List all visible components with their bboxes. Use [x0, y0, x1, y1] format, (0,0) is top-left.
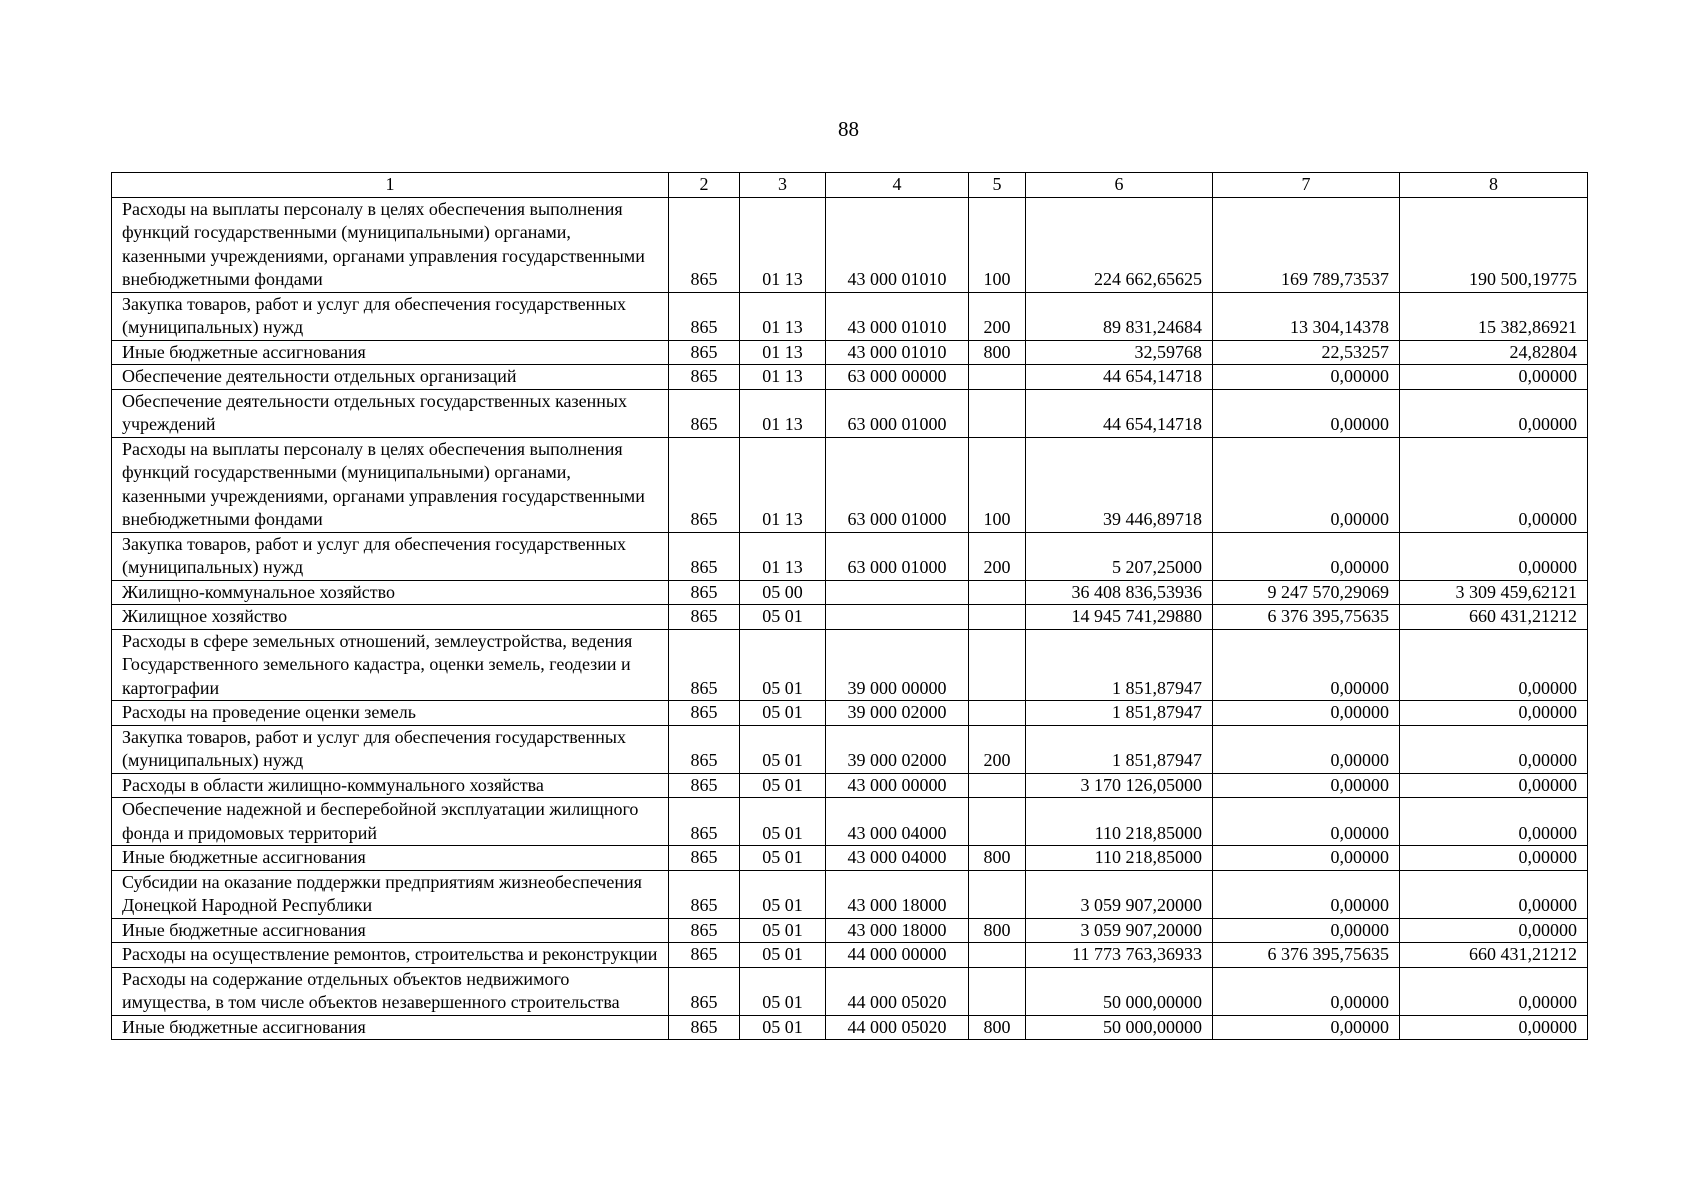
- table-row: [112, 701, 1588, 726]
- amount-col8-cell: 0,00000: [1400, 846, 1588, 871]
- department-code-cell: 865: [669, 943, 740, 968]
- amount-col6-cell: 36 408 836,53936: [1026, 580, 1213, 605]
- amount-col6-cell: 1 851,87947: [1026, 701, 1213, 726]
- expense-type-cell: [969, 389, 1026, 437]
- target-code-cell: 44 000 05020: [826, 1015, 969, 1040]
- section-code-cell: 01 13: [740, 197, 826, 292]
- header-row: [112, 173, 1588, 198]
- table-row: [112, 725, 1588, 773]
- amount-col8-cell: 0,00000: [1400, 918, 1588, 943]
- row-name-cell: Расходы на выплаты персоналу в целях обеспечения выполнения функций государственными (муниципальными) органами, казенными учреждениями, органами управления государственными внебюджетными фондами: [112, 197, 669, 292]
- target-code-cell: 39 000 00000: [826, 629, 969, 701]
- table-row: [112, 197, 1588, 292]
- amount-col7-cell: 0,00000: [1213, 967, 1400, 1015]
- table-row: [112, 773, 1588, 798]
- amount-col8-cell: 0,00000: [1400, 798, 1588, 846]
- table-row: [112, 967, 1588, 1015]
- amount-col7-cell: 0,00000: [1213, 773, 1400, 798]
- amount-col8-cell: 0,00000: [1400, 389, 1588, 437]
- amount-col7-cell: 6 376 395,75635: [1213, 943, 1400, 968]
- amount-col8-cell: 660 431,21212: [1400, 943, 1588, 968]
- amount-col6-cell: 110 218,85000: [1026, 798, 1213, 846]
- table-body: [112, 197, 1588, 1040]
- section-code-cell: 05 01: [740, 605, 826, 630]
- table-row: [112, 389, 1588, 437]
- table-row: [112, 1015, 1588, 1040]
- department-code-cell: 865: [669, 365, 740, 390]
- table-row: [112, 943, 1588, 968]
- target-code-cell: [826, 580, 969, 605]
- amount-col6-cell: 50 000,00000: [1026, 1015, 1213, 1040]
- row-name-cell: Жилищно-коммунальное хозяйство: [112, 580, 669, 605]
- target-code-cell: 43 000 01010: [826, 292, 969, 340]
- column-header: 3: [740, 173, 826, 198]
- expense-type-cell: [969, 870, 1026, 918]
- target-code-cell: 39 000 02000: [826, 701, 969, 726]
- amount-col8-cell: 15 382,86921: [1400, 292, 1588, 340]
- column-header: 8: [1400, 173, 1588, 198]
- amount-col7-cell: 13 304,14378: [1213, 292, 1400, 340]
- table-row: [112, 605, 1588, 630]
- amount-col6-cell: 224 662,65625: [1026, 197, 1213, 292]
- table-row: [112, 918, 1588, 943]
- row-name-cell: Закупка товаров, работ и услуг для обеспечения государственных (муниципальных) нужд: [112, 532, 669, 580]
- table-row: [112, 532, 1588, 580]
- target-code-cell: 43 000 18000: [826, 870, 969, 918]
- section-code-cell: 05 01: [740, 1015, 826, 1040]
- target-code-cell: 43 000 18000: [826, 918, 969, 943]
- row-name-cell: Иные бюджетные ассигнования: [112, 1015, 669, 1040]
- amount-col6-cell: 3 059 907,20000: [1026, 870, 1213, 918]
- amount-col7-cell: 0,00000: [1213, 798, 1400, 846]
- department-code-cell: 865: [669, 340, 740, 365]
- amount-col6-cell: 3 170 126,05000: [1026, 773, 1213, 798]
- expense-type-cell: 200: [969, 532, 1026, 580]
- row-name-cell: Субсидии на оказание поддержки предприятиям жизнеобеспечения Донецкой Народной Республики: [112, 870, 669, 918]
- target-code-cell: 43 000 04000: [826, 846, 969, 871]
- section-code-cell: 05 01: [740, 701, 826, 726]
- row-name-cell: Закупка товаров, работ и услуг для обеспечения государственных (муниципальных) нужд: [112, 292, 669, 340]
- amount-col8-cell: 0,00000: [1400, 629, 1588, 701]
- row-name-cell: Обеспечение надежной и бесперебойной эксплуатации жилищного фонда и придомовых территорий: [112, 798, 669, 846]
- amount-col6-cell: 44 654,14718: [1026, 365, 1213, 390]
- table-row: [112, 798, 1588, 846]
- target-code-cell: 63 000 01000: [826, 437, 969, 532]
- section-code-cell: 05 01: [740, 943, 826, 968]
- section-code-cell: 01 13: [740, 532, 826, 580]
- section-code-cell: 05 01: [740, 629, 826, 701]
- amount-col8-cell: 0,00000: [1400, 967, 1588, 1015]
- amount-col6-cell: 14 945 741,29880: [1026, 605, 1213, 630]
- section-code-cell: 05 01: [740, 846, 826, 871]
- section-code-cell: 05 01: [740, 870, 826, 918]
- section-code-cell: 01 13: [740, 340, 826, 365]
- expense-type-cell: 800: [969, 1015, 1026, 1040]
- amount-col8-cell: 0,00000: [1400, 532, 1588, 580]
- target-code-cell: 63 000 01000: [826, 532, 969, 580]
- amount-col7-cell: 0,00000: [1213, 365, 1400, 390]
- table-row: [112, 846, 1588, 871]
- page-number: 88: [838, 117, 859, 141]
- amount-col7-cell: 22,53257: [1213, 340, 1400, 365]
- amount-col7-cell: 0,00000: [1213, 846, 1400, 871]
- row-name-cell: Расходы на осуществление ремонтов, строительства и реконструкции: [112, 943, 669, 968]
- department-code-cell: 865: [669, 605, 740, 630]
- amount-col8-cell: 0,00000: [1400, 1015, 1588, 1040]
- amount-col7-cell: 0,00000: [1213, 725, 1400, 773]
- amount-col8-cell: 660 431,21212: [1400, 605, 1588, 630]
- department-code-cell: 865: [669, 701, 740, 726]
- row-name-cell: Обеспечение деятельности отдельных государственных казенных учреждений: [112, 389, 669, 437]
- table-row: [112, 629, 1588, 701]
- section-code-cell: 05 01: [740, 967, 826, 1015]
- budget-table: [111, 172, 1588, 1040]
- expense-type-cell: 800: [969, 918, 1026, 943]
- section-code-cell: 01 13: [740, 437, 826, 532]
- expense-type-cell: 100: [969, 437, 1026, 532]
- expense-type-cell: 200: [969, 292, 1026, 340]
- column-header: 4: [826, 173, 969, 198]
- section-code-cell: 05 01: [740, 918, 826, 943]
- target-code-cell: 43 000 04000: [826, 798, 969, 846]
- amount-col7-cell: 0,00000: [1213, 918, 1400, 943]
- department-code-cell: 865: [669, 870, 740, 918]
- section-code-cell: 01 13: [740, 365, 826, 390]
- target-code-cell: 43 000 00000: [826, 773, 969, 798]
- expense-type-cell: 100: [969, 197, 1026, 292]
- section-code-cell: 05 01: [740, 725, 826, 773]
- table-row: [112, 580, 1588, 605]
- amount-col7-cell: 0,00000: [1213, 532, 1400, 580]
- department-code-cell: 865: [669, 798, 740, 846]
- department-code-cell: 865: [669, 437, 740, 532]
- department-code-cell: 865: [669, 967, 740, 1015]
- row-name-cell: Иные бюджетные ассигнования: [112, 846, 669, 871]
- row-name-cell: Расходы в области жилищно-коммунального хозяйства: [112, 773, 669, 798]
- amount-col8-cell: 190 500,19775: [1400, 197, 1588, 292]
- amount-col7-cell: 0,00000: [1213, 701, 1400, 726]
- department-code-cell: 865: [669, 629, 740, 701]
- amount-col6-cell: 39 446,89718: [1026, 437, 1213, 532]
- expense-type-cell: [969, 943, 1026, 968]
- table-row: [112, 870, 1588, 918]
- department-code-cell: 865: [669, 197, 740, 292]
- expense-type-cell: [969, 580, 1026, 605]
- target-code-cell: 44 000 05020: [826, 967, 969, 1015]
- department-code-cell: 865: [669, 292, 740, 340]
- table-row: [112, 365, 1588, 390]
- target-code-cell: 43 000 01010: [826, 340, 969, 365]
- row-name-cell: Обеспечение деятельности отдельных организаций: [112, 365, 669, 390]
- target-code-cell: 44 000 00000: [826, 943, 969, 968]
- amount-col6-cell: 3 059 907,20000: [1026, 918, 1213, 943]
- amount-col8-cell: 0,00000: [1400, 365, 1588, 390]
- expense-type-cell: [969, 773, 1026, 798]
- expense-type-cell: [969, 967, 1026, 1015]
- amount-col7-cell: 9 247 570,29069: [1213, 580, 1400, 605]
- target-code-cell: 39 000 02000: [826, 725, 969, 773]
- expense-type-cell: [969, 629, 1026, 701]
- column-header: 7: [1213, 173, 1400, 198]
- amount-col6-cell: 89 831,24684: [1026, 292, 1213, 340]
- target-code-cell: [826, 605, 969, 630]
- amount-col8-cell: 0,00000: [1400, 870, 1588, 918]
- department-code-cell: 865: [669, 532, 740, 580]
- column-header: 6: [1026, 173, 1213, 198]
- row-name-cell: Расходы в сфере земельных отношений, землеустройства, ведения Государственного земельного кадастра, оценки земель, геодезии и картографии: [112, 629, 669, 701]
- row-name-cell: Жилищное хозяйство: [112, 605, 669, 630]
- amount-col7-cell: 0,00000: [1213, 389, 1400, 437]
- amount-col7-cell: 6 376 395,75635: [1213, 605, 1400, 630]
- row-name-cell: Иные бюджетные ассигнования: [112, 918, 669, 943]
- expense-type-cell: 800: [969, 846, 1026, 871]
- section-code-cell: 05 01: [740, 798, 826, 846]
- target-code-cell: 63 000 01000: [826, 389, 969, 437]
- department-code-cell: 865: [669, 1015, 740, 1040]
- amount-col8-cell: 24,82804: [1400, 340, 1588, 365]
- department-code-cell: 865: [669, 580, 740, 605]
- row-name-cell: Расходы на проведение оценки земель: [112, 701, 669, 726]
- expense-type-cell: 200: [969, 725, 1026, 773]
- amount-col7-cell: 0,00000: [1213, 1015, 1400, 1040]
- row-name-cell: Расходы на содержание отдельных объектов недвижимого имущества, в том числе объектов незавершенного строительства: [112, 967, 669, 1015]
- amount-col6-cell: 110 218,85000: [1026, 846, 1213, 871]
- table-row: [112, 292, 1588, 340]
- department-code-cell: 865: [669, 918, 740, 943]
- amount-col6-cell: 11 773 763,36933: [1026, 943, 1213, 968]
- expense-type-cell: 800: [969, 340, 1026, 365]
- section-code-cell: 01 13: [740, 292, 826, 340]
- table-row: [112, 340, 1588, 365]
- amount-col6-cell: 44 654,14718: [1026, 389, 1213, 437]
- amount-col7-cell: 0,00000: [1213, 870, 1400, 918]
- amount-col8-cell: 0,00000: [1400, 725, 1588, 773]
- column-header: 5: [969, 173, 1026, 198]
- amount-col7-cell: 0,00000: [1213, 629, 1400, 701]
- row-name-cell: Закупка товаров, работ и услуг для обеспечения государственных (муниципальных) нужд: [112, 725, 669, 773]
- amount-col6-cell: 32,59768: [1026, 340, 1213, 365]
- row-name-cell: Расходы на выплаты персоналу в целях обеспечения выполнения функций государственными (муниципальными) органами, казенными учреждениями, органами управления государственными внебюджетными фондами: [112, 437, 669, 532]
- column-header: 2: [669, 173, 740, 198]
- expense-type-cell: [969, 365, 1026, 390]
- target-code-cell: 63 000 00000: [826, 365, 969, 390]
- table-row: [112, 437, 1588, 532]
- amount-col8-cell: 0,00000: [1400, 701, 1588, 726]
- department-code-cell: 865: [669, 725, 740, 773]
- section-code-cell: 01 13: [740, 389, 826, 437]
- expense-type-cell: [969, 701, 1026, 726]
- column-header: 1: [112, 173, 669, 198]
- department-code-cell: 865: [669, 389, 740, 437]
- department-code-cell: 865: [669, 773, 740, 798]
- amount-col6-cell: 50 000,00000: [1026, 967, 1213, 1015]
- section-code-cell: 05 00: [740, 580, 826, 605]
- section-code-cell: 05 01: [740, 773, 826, 798]
- department-code-cell: 865: [669, 846, 740, 871]
- amount-col6-cell: 1 851,87947: [1026, 629, 1213, 701]
- amount-col7-cell: 169 789,73537: [1213, 197, 1400, 292]
- amount-col6-cell: 1 851,87947: [1026, 725, 1213, 773]
- amount-col8-cell: 0,00000: [1400, 773, 1588, 798]
- amount-col7-cell: 0,00000: [1213, 437, 1400, 532]
- row-name-cell: Иные бюджетные ассигнования: [112, 340, 669, 365]
- expense-type-cell: [969, 798, 1026, 846]
- expense-type-cell: [969, 605, 1026, 630]
- amount-col8-cell: 3 309 459,62121: [1400, 580, 1588, 605]
- amount-col6-cell: 5 207,25000: [1026, 532, 1213, 580]
- amount-col8-cell: 0,00000: [1400, 437, 1588, 532]
- target-code-cell: 43 000 01010: [826, 197, 969, 292]
